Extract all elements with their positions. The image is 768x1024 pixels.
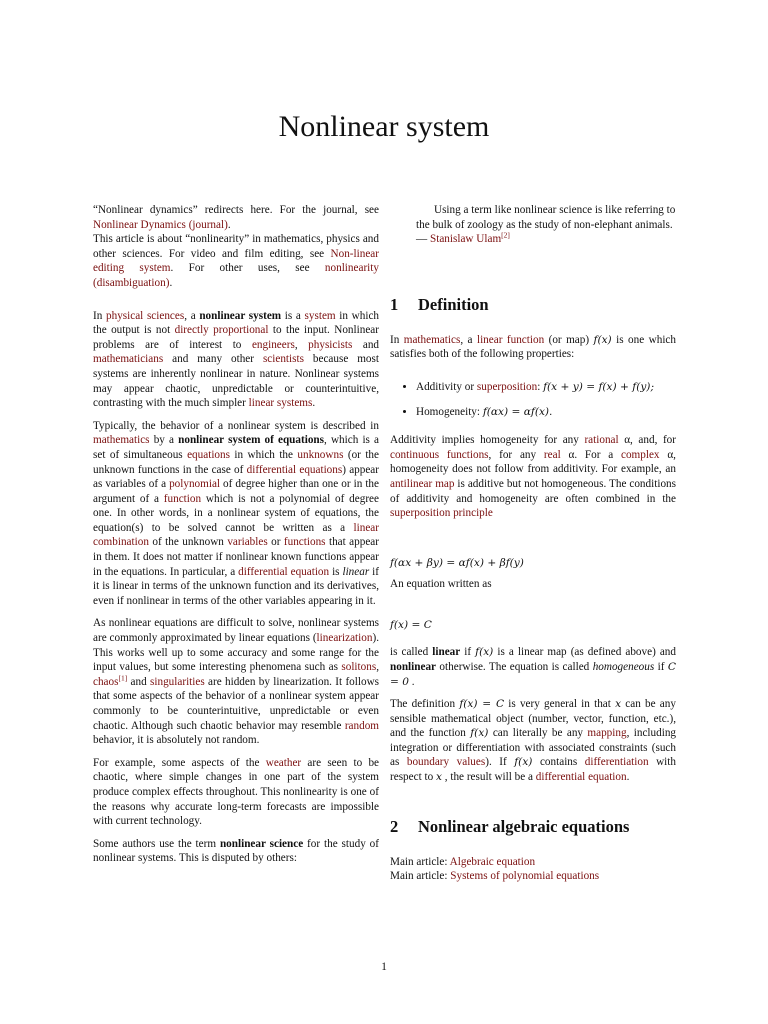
link-differential-equation-right[interactable]: differential equation	[535, 771, 627, 784]
link-linearization[interactable]: linearization	[316, 632, 373, 645]
intro-paragraph: In physical sciences, a nonlinear system is a system in which the output is not directly proportional to the input. Nonlinear problems are of interest to engineers, physicists and mathematicians and many other scientists because most systems are inherently nonlinear in nature. Nonlinear systems may appear chaotic, unpredictable or counterintuitive, contrasting with the much simpler linear systems.	[93, 309, 380, 410]
left-column	[93, 203, 379, 874]
ulam-quote: Using a term like nonlinear science is like referring to the bulk of zoology as the study of non-elephant animals. — Stanislaw Ulam[2]	[416, 204, 676, 246]
linearization-paragraph: As nonlinear equations are difficult to solve, nonlinear systems are commonly approximated by linear equations (linearization). This works well up to some accuracy and some range for the input values, but some interesting phenomena such as solitons, chaos[1] and singularities are hidden by linearization. It follows that some aspects of the behavior of a nonlinear system appear commonly to be counterintuitive, unpredictable or even chaotic. Although such chaotic behavior may resemble random behavior, it is absolutely not random.	[93, 617, 380, 747]
link-system[interactable]: system	[304, 309, 336, 322]
link-stanislaw-ulam[interactable]: Stanislaw Ulam	[429, 233, 502, 246]
link-mathematics[interactable]: mathematics	[93, 434, 150, 447]
equation-intro: An equation written as	[390, 577, 492, 590]
link-directly-proportional[interactable]: directly proportional	[174, 324, 269, 337]
section-heading-nonlinear-algebraic-equations: 2 Nonlinear algebraic equations	[390, 816, 630, 836]
link-systems-of-polynomial-equations[interactable]: Systems of polynomial equations	[450, 870, 600, 883]
link-real[interactable]: real	[543, 448, 561, 461]
link-superposition-principle[interactable]: superposition principle	[390, 507, 493, 520]
nonlinear-science-paragraph: Some authors use the term nonlinear science for the study of nonlinear systems. This is disputed by others:	[93, 837, 379, 865]
link-mathematics-def[interactable]: mathematics	[403, 333, 461, 346]
link-weather[interactable]: weather	[265, 756, 302, 769]
link-random[interactable]: random	[344, 719, 379, 732]
hatnote: “Nonlinear dynamics” redirects here. For the journal, see Nonlinear Dynamics (journal). This article is about “nonlinearity” in mathematics, physics and other sciences. For video and film editing, see Non-linear editing system. For other uses, see nonlinearity (disambiguation).	[93, 204, 379, 289]
equation-fx-c: f(x) = C	[390, 619, 432, 632]
list-item-additivity: • Additivity or superposition: f(x + y) = f(x) + f(y);	[416, 380, 676, 395]
link-algebraic-equation[interactable]: Algebraic equation	[449, 855, 536, 868]
link-antilinear-map[interactable]: antilinear map	[390, 477, 455, 490]
link-variables[interactable]: variables	[227, 536, 268, 549]
page-title: Nonlinear system	[278, 110, 490, 143]
link-polynomial[interactable]: polynomial	[169, 478, 221, 491]
link-continuous-functions[interactable]: continuous functions	[390, 448, 489, 461]
link-complex[interactable]: complex	[621, 448, 660, 461]
generality-paragraph: The definition f(x) = C is very general in that x can be any sensible mathematical object (number, vector, function, etc.), and the function f(x) can literally be any mapping, including integration or differentiation with associated constraints (such as boundary values). If f(x) contains differentiation with respect to x , the result will be a differential equation.	[390, 698, 677, 784]
superposition-equation: f(αx + βy) = αf(x) + βf(y)	[390, 556, 524, 569]
right-column	[390, 203, 676, 884]
link-function[interactable]: function	[163, 492, 202, 505]
link-differential-equations[interactable]: differential equations	[246, 463, 343, 476]
citation-1[interactable]: [1]	[118, 673, 128, 683]
weather-paragraph: For example, some aspects of the weather are seen to be chaotic, where simple changes in one part of the system produce complex effects throughout. This nonlinearity is one of the reasons why accurate long-term forecasts are impossible with current technology.	[93, 756, 379, 828]
link-differential-equation[interactable]: differential equation	[238, 565, 330, 578]
citation-2[interactable]: [2]	[501, 230, 510, 240]
link-singularities[interactable]: singularities	[150, 675, 205, 688]
link-boundary-values[interactable]: boundary values	[406, 756, 486, 769]
page-number: 1	[381, 961, 387, 973]
link-engineers[interactable]: engineers	[251, 338, 295, 351]
link-linear-combination[interactable]: linear combination	[93, 521, 379, 549]
equations-paragraph: Typically, the behavior of a nonlinear system is described in mathematics by a nonlinear system of equations, which is a set of simultaneous equations in which the unknowns (or the unknown functions in the case of differential equations) appear as variables of a polynomial of degree higher than one or in the argument of a function which is not a polynomial of degree one. In other words, in a nonlinear system of equations, the equation(s) to be solved cannot be written as a linear combination of the unknown variables or functions that appear in them. It does not matter if nonlinear known functions appear in the equations. In particular, a differential equation is linear if it is linear in terms of the unknown function and its derivatives, even if nonlinear in terms of the other variables appearing in it.	[93, 419, 380, 607]
additivity-paragraph: Additivity implies homogeneity for any rational α, and, for continuous functions, for any real α. For a complex α, homogeneity does not follow from additivity. For example, an antilinear map is additive but not homogeneous. The conditions of additivity and homogeneity are often combined in the superposition principle	[390, 434, 676, 520]
link-solitons[interactable]: solitons	[341, 661, 377, 674]
link-unknowns[interactable]: unknowns	[297, 448, 344, 461]
link-nonlinearity-disambiguation[interactable]: nonlinearity (disambiguation)	[93, 262, 379, 289]
properties-list	[390, 380, 676, 419]
list-item-homogeneity: • Homogeneity: f(αx) = αf(x).	[416, 405, 676, 420]
link-mapping[interactable]: mapping	[587, 727, 627, 740]
link-linear-systems[interactable]: linear systems	[248, 397, 313, 410]
link-linear-function[interactable]: linear function	[476, 333, 545, 346]
definition-intro: In mathematics, a linear function (or map) f(x) is one which satisfies both of the following properties:	[390, 333, 676, 361]
link-scientists[interactable]: scientists	[262, 353, 304, 366]
link-nonlinear-dynamics-journal[interactable]: Nonlinear Dynamics (journal)	[93, 218, 228, 231]
linear-definition-paragraph: is called linear if f(x) is a linear map (as defined above) and nonlinear otherwise. The equation is called homogeneous if C = 0 .	[390, 646, 676, 688]
link-differentiation[interactable]: differentiation	[584, 756, 649, 769]
link-physical-sciences[interactable]: physical sciences	[106, 309, 185, 322]
link-equations[interactable]: equations	[187, 448, 230, 461]
link-mathematicians[interactable]: mathematicians	[93, 353, 164, 366]
link-physicists[interactable]: physicists	[308, 338, 353, 351]
link-superposition[interactable]: superposition	[476, 380, 538, 393]
link-chaos[interactable]: chaos	[93, 675, 119, 688]
link-rational[interactable]: rational	[584, 434, 619, 447]
section-heading-definition: 1 Definition	[390, 294, 489, 314]
link-functions[interactable]: functions	[283, 536, 326, 549]
link-non-linear-editing-system[interactable]: Non-linear editing system	[93, 247, 379, 275]
main-article-algebraic-equation: Main article: Algebraic equation	[390, 855, 536, 868]
main-article-systems-of-polynomial-equations: Main article: Systems of polynomial equations	[390, 870, 600, 883]
